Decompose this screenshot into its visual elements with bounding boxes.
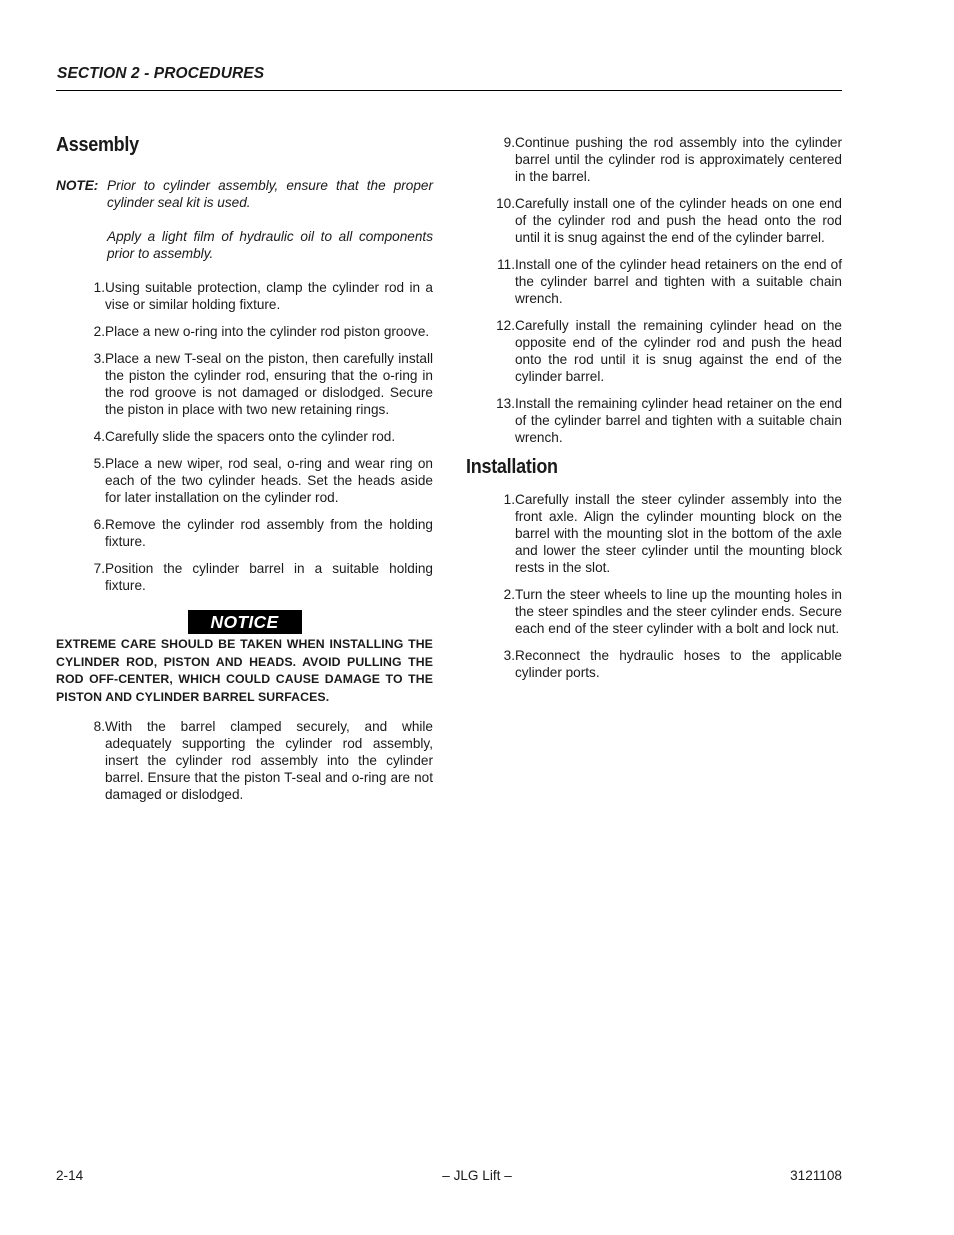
step-text: With the barrel clamped securely, and while adequately supporting the cylinder rod assembly, insert the cylinder rod assembly into the cylinder barrel. Ensure that the piston T-seal and o-ring are not damaged or dislodged. [105,719,433,802]
list-item [56,455,433,506]
step-number: 5. [93,456,105,471]
list-item [56,350,433,418]
notice-banner [56,610,433,634]
step-text: Carefully slide the spacers onto the cylinder rod. [105,429,396,444]
assembly-heading: Assembly [56,134,139,156]
step-text: Carefully install the steer cylinder assembly into the front axle. Align the cylinder mounting block on the barrel with the mounting slot in the bottom of the axle and lower the steer cylinder until the mounting block rests in the slot. [515,492,842,575]
step-number: 3. [93,351,105,366]
step-text: Position the cylinder barrel in a suitable holding fixture. [105,561,433,593]
step-text: Place a new o-ring into the cylinder rod piston groove. [105,324,430,339]
step-number: 11. [497,257,515,272]
step-text: Reconnect the hydraulic hoses to the applicable cylinder ports. [515,648,842,680]
step-text: Carefully install the remaining cylinder head on the opposite end of the cylinder rod and push the head onto the rod until it is snug against the end of the cylinder barrel. [515,318,842,384]
step-text: Carefully install one of the cylinder heads on one end of the cylinder rod and push the head onto the rod until it is snug against the end of the cylinder barrel. [515,196,842,245]
step-number: 3. [503,648,515,663]
assembly-note [56,177,433,279]
step-text: Place a new wiper, rod seal, o-ring and wear ring on each of the two cylinder heads. Set the heads aside for later installation on the cylinder rod. [105,456,433,505]
list-item [466,256,842,307]
step-number: 7. [93,561,105,576]
step-number: 6. [93,517,105,532]
step-text: Install the remaining cylinder head retainer on the end of the cylinder barrel and tighten with a suitable chain wrench. [515,396,842,445]
notice-label: NOTICE [188,610,302,634]
list-item [466,647,842,681]
document-number: 3121108 [790,1168,842,1183]
page-number: 2-14 [56,1168,84,1183]
step-number: 10. [496,196,515,211]
list-item [56,323,433,340]
step-number: 8. [93,719,105,734]
list-item [56,428,433,445]
step-number: 13. [496,396,515,411]
list-item [56,279,433,313]
notice-text: EXTREME CARE SHOULD BE TAKEN WHEN INSTALLING THE CYLINDER ROD, PISTON AND HEADS. AVOID PULLING THE ROD OFF-CENTER, WHICH COULD CAUSE DAMAGE TO THE PISTON AND CYLINDER BARREL SURFACES. [56,637,433,704]
step-number: 2. [503,587,515,602]
right-column [466,134,842,691]
step-number: 1. [503,492,515,507]
step-number: 4. [93,429,105,444]
list-item [56,516,433,550]
list-item [466,317,842,385]
step-number: 2. [93,324,105,339]
step-text: Install one of the cylinder head retainers on the end of the cylinder barrel and tighten with a suitable chain wrench. [515,257,842,306]
installation-steps-list [466,491,842,681]
assembly-step-8-list [56,718,433,803]
installation-heading: Installation [466,456,558,478]
list-item [466,491,842,576]
list-item [466,395,842,446]
note-paragraph: Apply a light film of hydraulic oil to all components prior to assembly. [107,229,433,261]
note-label: NOTE: [56,178,99,193]
page-header [56,64,842,91]
step-number: 1. [93,280,105,295]
section-title: SECTION 2 - PROCEDURES [57,65,265,82]
step-text: Using suitable protection, clamp the cylinder rod in a vise or similar holding fixture. [105,280,433,312]
step-text: Turn the steer wheels to line up the mounting holes in the steer spindles and the steer cylinder ends. Secure each end of the steer cylinder with a bolt and lock nut. [515,587,842,636]
publisher-footer: – JLG Lift – [442,1168,512,1183]
left-column [56,134,433,813]
list-item [56,718,433,803]
assembly-steps-list [56,279,433,594]
note-paragraph: Prior to cylinder assembly, ensure that the proper cylinder seal kit is used. [107,178,433,210]
step-text: Continue pushing the rod assembly into the cylinder barrel until the cylinder rod is approximately centered in the barrel. [515,135,842,184]
list-item [466,586,842,637]
list-item [466,195,842,246]
list-item [56,560,433,594]
assembly-steps-continued-list [466,134,842,446]
step-number: 9. [503,135,515,150]
list-item [466,134,842,185]
step-text: Remove the cylinder rod assembly from the holding fixture. [105,517,433,549]
step-text: Place a new T-seal on the piston, then carefully install the piston the cylinder rod, ensuring that the o-ring in the rod groove is not damaged or dislodged. Secure the piston in place with two new retaining rings. [105,351,433,417]
step-number: 12. [496,318,515,333]
